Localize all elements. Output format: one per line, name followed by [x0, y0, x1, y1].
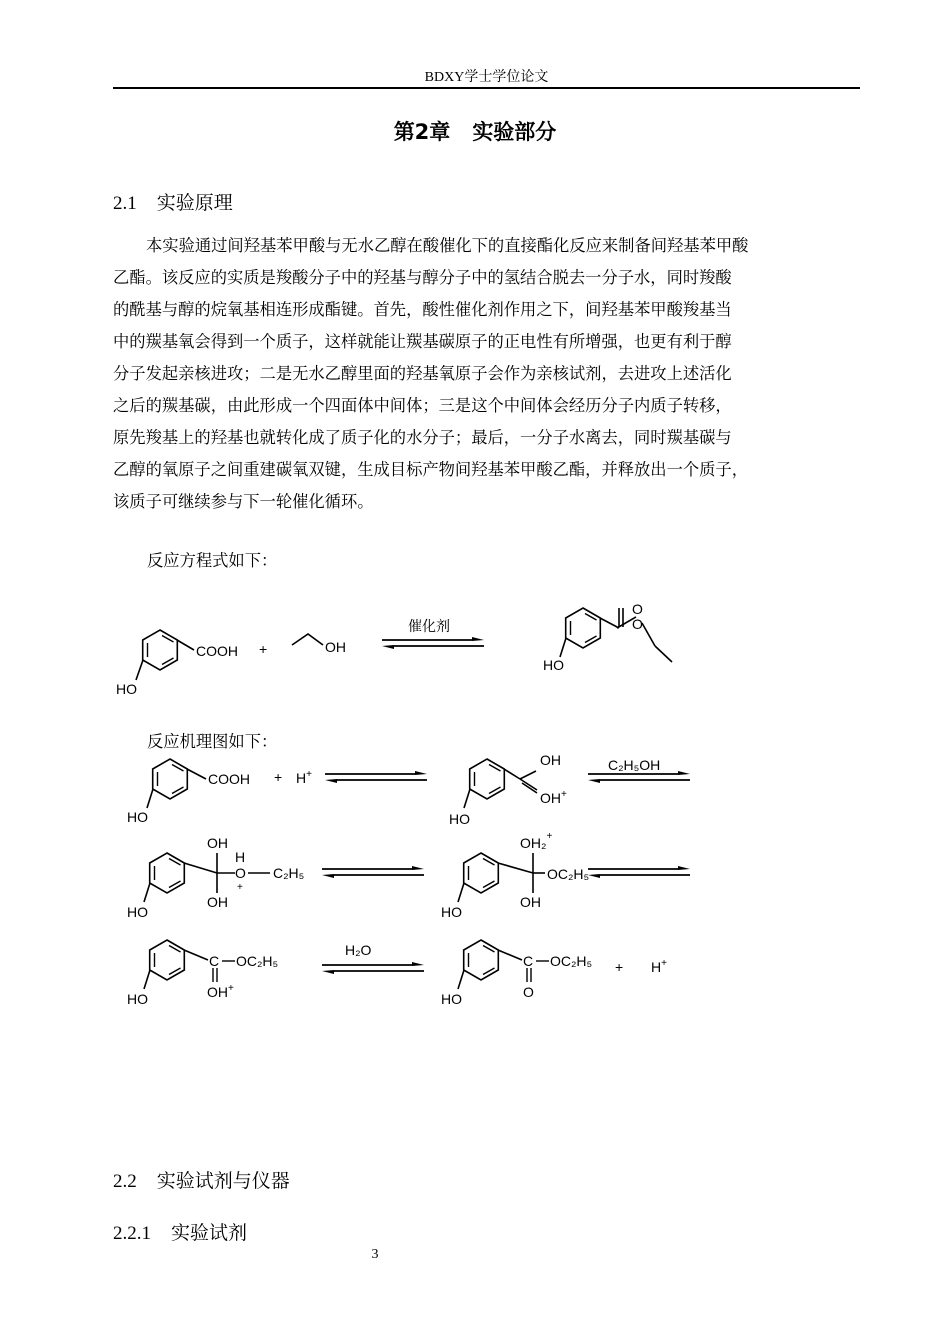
paragraph-line: 中的羰基氧会得到一个质子，这样就能让羰基碳原子的正电性有所增强，也更有利于醇	[113, 332, 732, 351]
ester-o-label: O	[632, 616, 643, 632]
proton-label: H+	[651, 958, 667, 975]
equation-reactant-ethanol	[292, 634, 346, 655]
oh-plus-label: OH+	[540, 789, 567, 806]
ho-label: HO	[127, 991, 148, 1007]
equation-reactant-1	[116, 630, 238, 697]
plus-sign: +	[274, 769, 283, 785]
mechanism-caption: 反应机理图如下：	[147, 732, 278, 751]
section-title: 实验试剂	[171, 1222, 248, 1244]
plus-sign: +	[615, 959, 624, 975]
oh-plus-label: OH+	[207, 983, 234, 1000]
paragraph-line: 乙醇的氧原子之间重建碳氧双键，生成目标产物间羟基苯甲酸乙酯，并释放出一个质子，	[113, 460, 748, 479]
mechanism-row-2	[127, 831, 690, 920]
section-title: 实验试剂与仪器	[156, 1170, 290, 1192]
ho-label: HO	[449, 811, 470, 827]
page-header: BDXY学士学位论文	[424, 70, 549, 85]
carbonyl-o-label: O	[523, 984, 534, 1000]
oh-label: OH	[207, 835, 228, 851]
plus-sign: +	[259, 641, 268, 657]
ho-label: HO	[543, 657, 564, 673]
paragraph-line: 本实验通过间羟基苯甲酸与无水乙醇在酸催化下的直接酯化反应来制备间羟基苯甲酸	[146, 236, 749, 255]
oxonium-label: OH₂+	[520, 831, 553, 851]
ethoxy-label: OC₂H₅	[236, 953, 279, 969]
paragraph-line: 原先羧基上的羟基也就转化成了质子化的水分子；最后，一分子水离去，同时羰基碳与	[113, 428, 732, 447]
carbon-label: C	[523, 953, 534, 969]
carbon-label: C	[209, 953, 220, 969]
section-title: 实验原理	[156, 192, 233, 214]
paragraph-line: 之后的羰基碳，由此形成一个四面体中间体；三是这个中间体会经历分子内质子转移，	[113, 396, 732, 415]
section-heading-2-2-1	[113, 1218, 247, 1245]
ethoxy-label: OC₂H₅	[547, 866, 590, 882]
cooh-label: COOH	[196, 643, 238, 659]
oh-label: OH	[325, 639, 346, 655]
chapter-name: 实验部分	[472, 120, 557, 144]
ethoxy-label: OC₂H₅	[550, 953, 593, 969]
oxonium-o-label: O	[235, 865, 246, 881]
section-number: 2.2	[113, 1171, 137, 1192]
carbonyl-o-label: O	[632, 601, 643, 617]
h-label: H	[235, 849, 246, 865]
oh-label: OH	[520, 894, 541, 910]
proton-label: H+	[296, 769, 312, 786]
section-heading-2-2	[113, 1166, 290, 1193]
paragraph-line: 分子发起亲核进攻；二是无水乙醇里面的羟基氧原子会作为亲核试剂，去进攻上述活化	[113, 364, 732, 383]
mechanism-row-1	[127, 752, 690, 827]
chapter-number: 第2章	[393, 120, 451, 144]
ho-label: HO	[441, 904, 462, 920]
paragraph-line: 的酰基与醇的烷氧基相连形成酯键。首先，酸性催化剂作用之下，间羟基苯甲酸羧基当	[113, 300, 732, 319]
catalyst-label: 催化剂	[408, 619, 450, 635]
oh-label: OH	[540, 752, 561, 768]
ho-label: HO	[127, 809, 148, 825]
ethyl-label: C₂H₅	[273, 865, 305, 881]
charge-label: +	[237, 882, 243, 893]
ho-label: HO	[116, 681, 137, 697]
water-label: H₂O	[345, 942, 372, 958]
ho-label: HO	[441, 991, 462, 1007]
section-number: 2.1	[113, 193, 137, 214]
ho-label: HO	[127, 904, 148, 920]
page-number: 3	[371, 1247, 379, 1262]
equation-caption: 反应方程式如下：	[147, 551, 278, 570]
paragraph-line: 该质子可继续参与下一轮催化循环。	[113, 492, 374, 511]
equilibrium-arrow	[382, 618, 484, 649]
cooh-label: COOH	[208, 771, 250, 787]
equation-product	[543, 601, 672, 673]
paragraph-line: 乙酯。该反应的实质是羧酸分子中的羟基与醇分子中的氢结合脱去一分子水，同时羧酸	[113, 268, 732, 287]
oh-label: OH	[207, 894, 228, 910]
mechanism-row-3	[127, 940, 667, 1007]
section-number: 2.2.1	[113, 1223, 151, 1244]
ethanol-label: C₂H₅OH	[608, 757, 661, 773]
